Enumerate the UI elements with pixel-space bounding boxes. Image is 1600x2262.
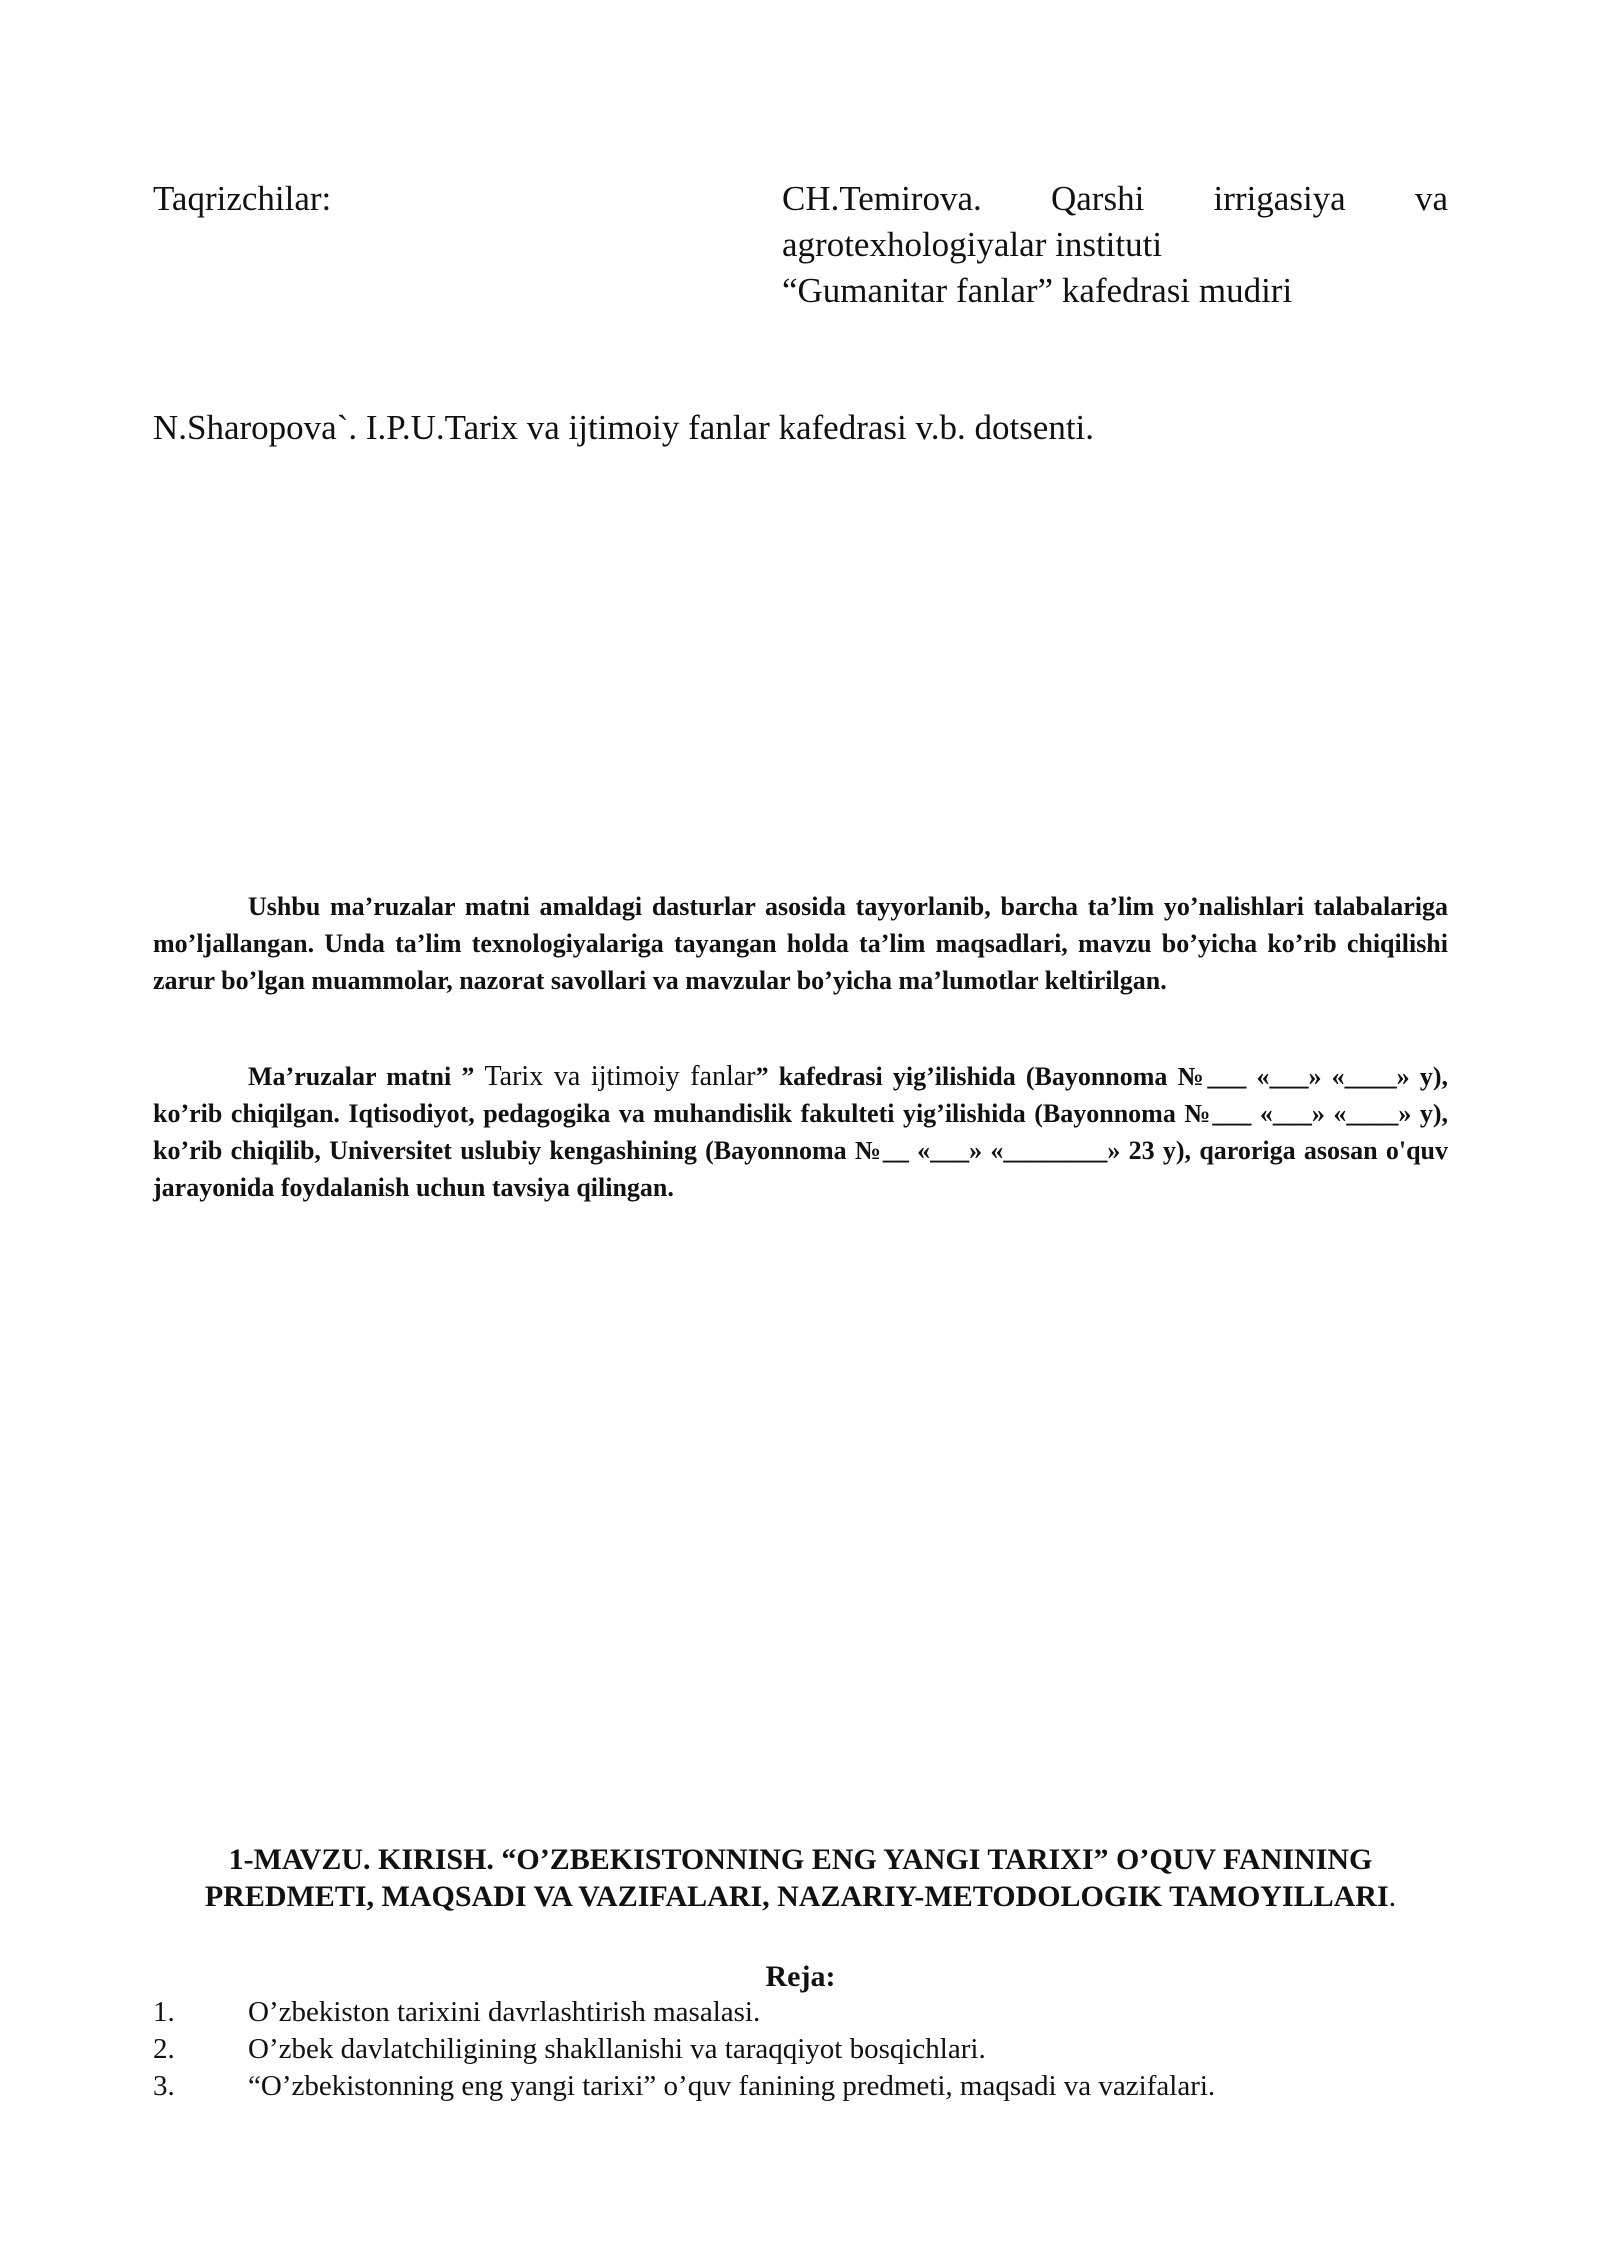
approval-part-1: Ma’ruzalar matni ” [248, 1062, 485, 1091]
reviewer-1-line-3: “Gumanitar fanlar” kafedrasi mudiri [782, 271, 1293, 310]
approval-part-3: ” kafedrasi yig’ilishida (Bayonnoma №___ «___» «____» y), ko’rib chiqilgan. Iqtisodiyot, pedagogika va muhandislik fakulteti yig’ilishida (Bayonnoma №___ «___» «____» y), ko’rib chiqilib, Universitet uslubiy kengashining (Bayonnoma №__ «___» «________» 23 y), qaroriga asosan o'quv jarayonida foydalanish uchun tavsiya qilingan. [153, 1062, 1448, 1202]
topic-title-period: . [1388, 1880, 1397, 1913]
plan-item [153, 2031, 1453, 2068]
plan-item [153, 2068, 1453, 2105]
plan-item-text: O’zbek davlatchiligining shakllanishi va taraqqiyot bosqichlari. [248, 2033, 986, 2065]
reviewer-1-line-1: CH.Temirova. Qarshi irrigasiya va [782, 179, 1448, 218]
plan-item-text: “O’zbekistonning eng yangi tarixi” o’quv fanining predmeti, maqsadi va vazifalari. [248, 2070, 1216, 2102]
topic-title-text: 1-MAVZU. KIRISH. “O’ZBEKISTONNING ENG YANGI TARIXI” O’QUV FANINING PREDMETI, MAQSADI VA VAZIFALARI, NAZARIY-METODOLOGIK TAMOYILLARI [204, 1843, 1389, 1913]
plan-item-number: 1. [153, 1996, 175, 2028]
reviewer-1 [782, 176, 1448, 314]
approval-department-name: Tarix va ijtimoiy fanlar [484, 1061, 756, 1092]
plan-item-number: 3. [153, 2070, 175, 2102]
intro-paragraph: Ushbu ma’ruzalar matni amaldagi dasturlar asosida tayyorlanib, barcha ta’lim yo’nalishlari talabalariga mo’ljallangan. Unda ta’lim texnologiyalariga tayangan holda ta’lim maqsadlari, mavzu bo’yicha ko’rib chiqilishi zarur bo’lgan muammolar, nazorat savollari va mavzular bo’yicha ma’lumotlar keltirilgan. [153, 892, 1448, 995]
reviewer-1-line-2: agrotexhologiyalar instituti [782, 225, 1163, 264]
plan-item-number: 2. [153, 2033, 175, 2065]
topic-title [153, 1841, 1448, 1915]
reviewers-label: Taqrizchilar: [153, 179, 332, 218]
reviewer-2: N.Sharopova`. I.P.U.Tarix va ijtimoiy fanlar kafedrasi v.b. dotsenti. [153, 408, 1095, 447]
plan-heading: Reja: [765, 1960, 836, 1993]
plan-list [153, 1994, 1453, 2105]
approval-paragraph [153, 1058, 1448, 1206]
plan-item [153, 1994, 1453, 2031]
plan-item-text: O’zbekiston tarixini davrlashtirish masalasi. [248, 1996, 761, 2028]
